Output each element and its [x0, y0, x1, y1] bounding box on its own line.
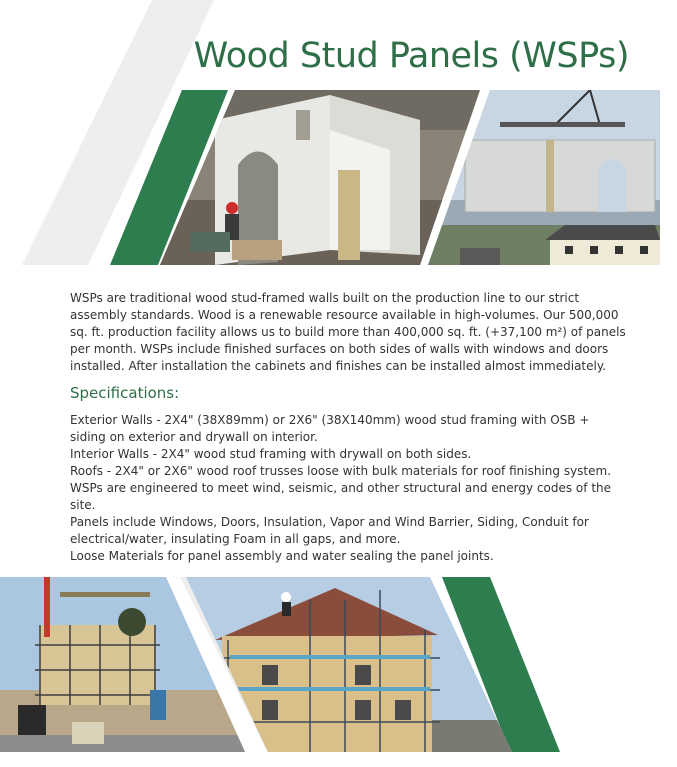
specifications-list: [70, 412, 626, 565]
spec-item: Roofs - 2X4" or 2X6" wood roof trusses loose with bulk materials for roof finishing system.: [70, 464, 612, 478]
content-text: [70, 290, 626, 565]
spec-item: Panels include Windows, Doors, Insulation, Vapor and Wind Barrier, Siding, Conduit for electrical/water, insulating Foam in all gaps, and more.: [70, 515, 589, 546]
top-photo-band: [0, 0, 677, 290]
intro-paragraph: WSPs are traditional wood stud-framed walls built on the production line to our strict assembly standards. Wood is a renewable resource available in high-volumes. Our 500,000 sq. ft. production facility allows us to build more than 400,000 sq. ft. (+37,100 m²) of panels per month. WSPs include finished surfaces on both sides of walls with windows and doors installed. After installation the cabinets and finishes can be installed almost immediately.: [70, 291, 626, 373]
photo-house-construction: [180, 577, 520, 752]
page-title: Wood Stud Panels (WSPs): [193, 36, 629, 76]
spec-item: Exterior Walls - 2X4" (38X89mm) or 2X6" (38X140mm) wood stud framing with OSB + siding on exterior and drywall on interior.: [70, 413, 590, 444]
photo-scaffolding-site: [0, 577, 250, 752]
bottom-grey-stripe: [180, 577, 320, 752]
specifications-heading: Specifications:: [70, 384, 180, 402]
bottom-green-stripe: [442, 577, 560, 752]
spec-item: Loose Materials for panel assembly and water sealing the panel joints.: [70, 549, 494, 563]
spec-item: Interior Walls - 2X4" wood stud framing with drywall on both sides.: [70, 447, 472, 461]
spec-item: WSPs are engineered to meet wind, seismic, and other structural and energy codes of the site.: [70, 481, 612, 512]
